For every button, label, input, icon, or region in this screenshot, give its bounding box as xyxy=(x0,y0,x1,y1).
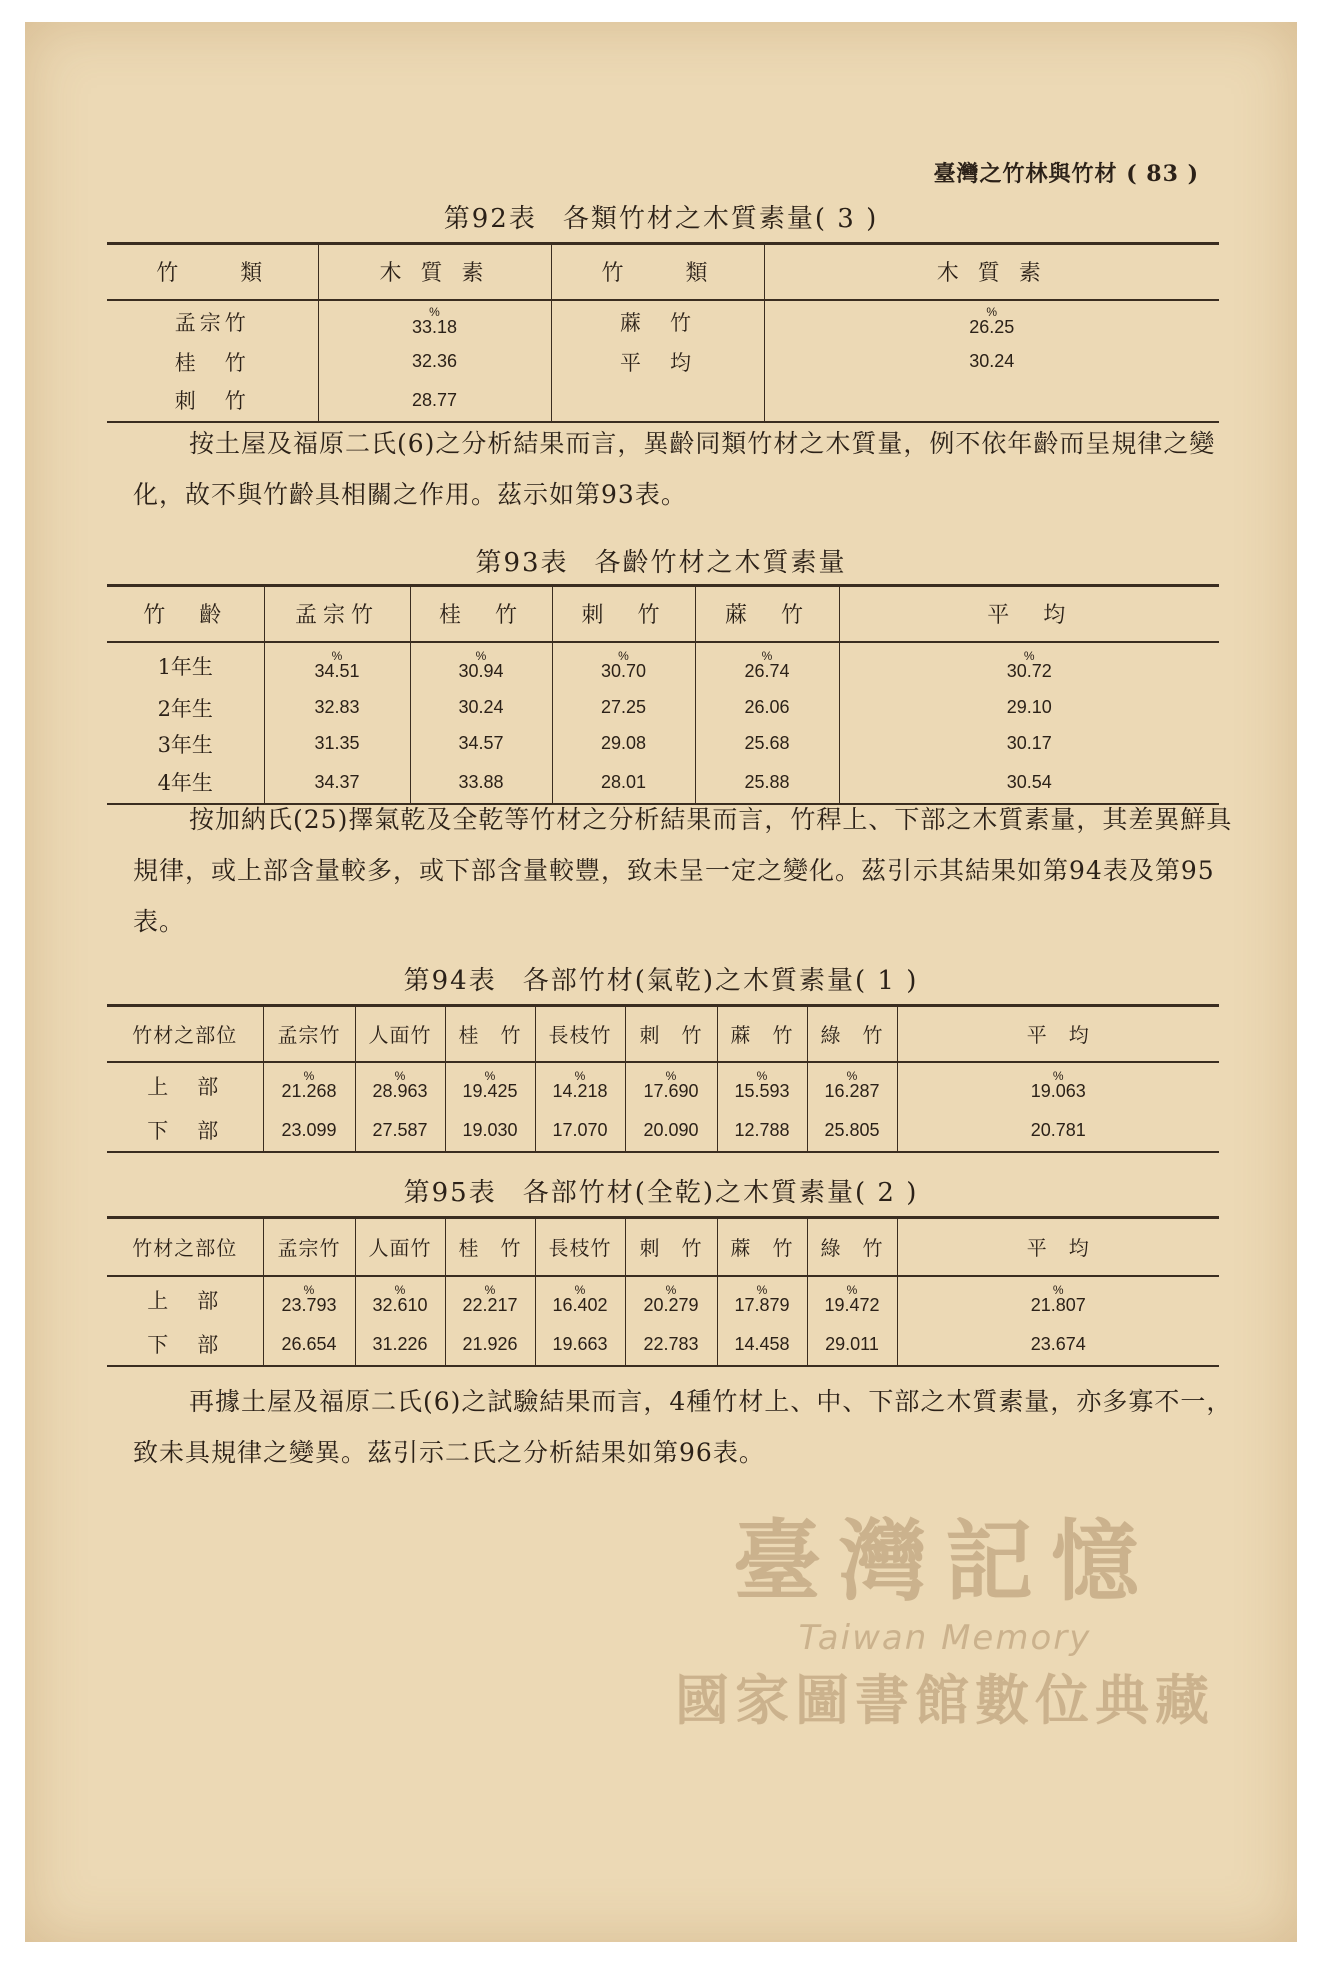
cell-value: 34.37 xyxy=(314,771,360,792)
table92 xyxy=(107,242,1219,423)
table92-cell-value: 32.36 xyxy=(318,344,551,380)
percent-unit: % xyxy=(484,1068,496,1083)
page-number: ( 83 ) xyxy=(1126,161,1199,187)
cell-value: 19.030 xyxy=(462,1119,518,1140)
percent-unit: % xyxy=(846,1282,858,1297)
table93-cell-value xyxy=(552,690,695,726)
percent-unit: % xyxy=(1023,648,1035,663)
table94-col-header: 孟宗竹 xyxy=(263,1006,355,1062)
cell-value: 21.926 xyxy=(462,1333,518,1354)
table95-cell-value xyxy=(897,1324,1219,1366)
table92-number: 第92表 xyxy=(443,204,537,234)
table94-cell-value xyxy=(445,1110,535,1152)
cell-value: 14.218 xyxy=(552,1080,608,1101)
cell-value: 25.805 xyxy=(824,1119,880,1140)
table95-cell-value xyxy=(717,1276,807,1324)
cell-value: 20.090 xyxy=(643,1119,699,1140)
cell-value: 22.783 xyxy=(643,1333,699,1354)
table92-col-header: 竹 類 xyxy=(551,244,764,300)
cell-value: 20.279 xyxy=(643,1294,699,1315)
document-page xyxy=(25,22,1297,1942)
table94-cell-value xyxy=(535,1110,625,1152)
paragraph-2 xyxy=(133,794,1253,947)
cell-value: 19.425 xyxy=(462,1080,518,1101)
table93-cell-value xyxy=(552,642,695,690)
cell-value: 28.01 xyxy=(600,771,647,792)
table95-cell-value xyxy=(263,1324,355,1366)
cell-value: 23.674 xyxy=(1030,1333,1086,1354)
cell-value: 26.654 xyxy=(281,1333,337,1354)
cell-value: 19.663 xyxy=(552,1333,608,1354)
percent-unit: % xyxy=(394,1068,406,1083)
table94-cell-value xyxy=(263,1110,355,1152)
table95-cell-value xyxy=(355,1276,445,1324)
paragraph-text: 按土屋及福原二氏(6)之分析結果而言，異齡同類竹材之木質量，例不依年齡而呈規律之變化，故不與竹齡具相關之作用。茲示如第93表。 xyxy=(133,429,1216,509)
table94-title: 各部竹材(氣乾)之木質素量( 1 ) xyxy=(522,966,919,996)
table94-cell-value xyxy=(625,1110,717,1152)
table92-cell-value xyxy=(764,380,1219,422)
table93-cell-value xyxy=(410,642,552,690)
table95-col-header: 人面竹 xyxy=(355,1218,445,1276)
table95-cell-value xyxy=(535,1276,625,1324)
table92-cell-label: 孟宗竹 xyxy=(107,300,318,344)
table95-cell-value xyxy=(807,1324,897,1366)
percent-unit: % xyxy=(429,304,440,319)
cell-value: 26.74 xyxy=(744,660,790,681)
table94-col-header: 長枝竹 xyxy=(535,1006,625,1062)
table92-col-header: 木 質 素 xyxy=(764,244,1219,300)
table92-cell-value: 30.24 xyxy=(969,351,1015,371)
table92-cell-value xyxy=(764,300,1219,344)
table95 xyxy=(107,1216,1219,1367)
table92-cell-label xyxy=(551,380,764,422)
cell-value: 12.788 xyxy=(734,1119,790,1140)
cell-value: 29.10 xyxy=(1006,697,1052,717)
cell-value: 33.18 xyxy=(411,316,458,337)
table-row xyxy=(107,1062,1219,1110)
table93 xyxy=(107,584,1219,805)
cell-value: 34.57 xyxy=(458,733,504,753)
table95-col-header: 綠 竹 xyxy=(807,1218,897,1276)
percent-unit: % xyxy=(665,1068,677,1083)
table-row xyxy=(107,1110,1219,1152)
table95-cell-value xyxy=(897,1276,1219,1324)
table93-body xyxy=(107,642,1219,804)
table93-caption xyxy=(25,542,1297,579)
table94-cell-value xyxy=(897,1062,1219,1110)
table93-col-header: 桂 竹 xyxy=(410,586,552,642)
table-row xyxy=(107,344,1219,380)
running-header xyxy=(934,157,1199,188)
table92-cell-label: 平 均 xyxy=(551,344,764,380)
cell-value: 15.593 xyxy=(734,1080,790,1101)
cell-value: 17.690 xyxy=(643,1080,699,1101)
table94-cell-label: 下 部 xyxy=(107,1110,263,1152)
paragraph-text: 再據土屋及福原二氏(6)之試驗結果而言，4種竹材上、中、下部之木質素量，亦多寡不一，致未具規律之變異。茲引示二氏之分析結果如第96表。 xyxy=(133,1387,1233,1467)
table-row xyxy=(107,642,1219,690)
running-title: 臺灣之竹林與竹材 xyxy=(933,161,1118,187)
table93-col-header: 平 均 xyxy=(839,586,1219,642)
table93-cell-label: 3年生 xyxy=(107,726,264,762)
table95-col-header: 竹材之部位 xyxy=(107,1218,263,1276)
table94-body xyxy=(107,1062,1219,1152)
table94-number: 第94表 xyxy=(403,966,497,996)
percent-unit: % xyxy=(394,1282,406,1297)
table94-col-header: 平 均 xyxy=(897,1006,1219,1062)
paragraph-3 xyxy=(133,1376,1253,1478)
table95-col-header: 長枝竹 xyxy=(535,1218,625,1276)
cell-value: 17.879 xyxy=(734,1294,790,1315)
cell-value: 25.68 xyxy=(744,733,790,753)
table95-cell-value xyxy=(625,1324,717,1366)
table93-cell-value xyxy=(839,726,1219,762)
table95-col-header: 刺 竹 xyxy=(625,1218,717,1276)
table95-header-row xyxy=(107,1218,1219,1276)
table94-col-header: 綠 竹 xyxy=(807,1006,897,1062)
percent-unit: % xyxy=(484,1282,496,1297)
table-row xyxy=(107,690,1219,726)
percent-unit: % xyxy=(303,1068,315,1083)
table94-col-header: 人面竹 xyxy=(355,1006,445,1062)
cell-value: 16.402 xyxy=(552,1294,608,1315)
table95-body xyxy=(107,1276,1219,1366)
table93-cell-value xyxy=(264,642,410,690)
cell-value: 23.099 xyxy=(281,1119,337,1140)
table92-caption xyxy=(25,198,1297,235)
table94-cell-value xyxy=(355,1110,445,1152)
table94-cell-value xyxy=(897,1110,1219,1152)
table93-col-header: 竹 齡 xyxy=(107,586,264,642)
cell-value: 17.070 xyxy=(552,1119,608,1140)
table93-cell-value xyxy=(839,690,1219,726)
table94-cell-value xyxy=(445,1062,535,1110)
cell-value: 19.063 xyxy=(1030,1080,1086,1101)
watermark xyxy=(625,1492,1265,1735)
table95-cell-value xyxy=(445,1324,535,1366)
table93-cell-value xyxy=(695,690,839,726)
table94-cell-value xyxy=(263,1062,355,1110)
table94-header-row xyxy=(107,1006,1219,1062)
percent-unit: % xyxy=(846,1068,858,1083)
table92-cell-value: 28.77 xyxy=(318,380,551,422)
table94 xyxy=(107,1004,1219,1153)
table95-number: 第95表 xyxy=(403,1178,497,1208)
cell-value: 27.587 xyxy=(372,1119,428,1140)
table95-cell-value xyxy=(625,1276,717,1324)
table92-col-header: 木 質 素 xyxy=(318,244,551,300)
percent-unit: % xyxy=(761,648,773,663)
table93-header-row xyxy=(107,586,1219,642)
table92-title: 各類竹材之木質素量( 3 ) xyxy=(562,204,879,234)
cell-value: 26.25 xyxy=(969,316,1015,337)
table94-cell-value xyxy=(717,1062,807,1110)
table92-cell-value xyxy=(318,300,551,344)
table-row xyxy=(107,1276,1219,1324)
percent-unit: % xyxy=(331,648,343,663)
table94-col-header: 竹材之部位 xyxy=(107,1006,263,1062)
table95-cell-label: 下 部 xyxy=(107,1324,263,1366)
table95-cell-label: 上 部 xyxy=(107,1276,263,1324)
table92-header-row xyxy=(107,244,1219,300)
cell-value: 29.08 xyxy=(600,733,647,753)
table93-cell-value xyxy=(695,642,839,690)
percent-unit: % xyxy=(756,1282,768,1297)
table-row xyxy=(107,1324,1219,1366)
table94-cell-value xyxy=(355,1062,445,1110)
cell-value: 22.217 xyxy=(462,1294,518,1315)
cell-value: 32.83 xyxy=(314,697,360,717)
table93-cell-value xyxy=(839,642,1219,690)
table95-col-header: 蔴 竹 xyxy=(717,1218,807,1276)
table93-cell-value xyxy=(410,690,552,726)
cell-value: 14.458 xyxy=(734,1333,790,1354)
cell-value: 21.268 xyxy=(281,1080,337,1101)
table95-cell-value xyxy=(807,1276,897,1324)
watermark-cn: 臺灣記憶 xyxy=(732,1509,1157,1613)
table94-caption xyxy=(25,960,1297,997)
table93-col-header: 刺 竹 xyxy=(552,586,695,642)
table93-cell-value xyxy=(410,726,552,762)
table94-col-header: 桂 竹 xyxy=(445,1006,535,1062)
watermark-org: 國家圖書館數位典藏 xyxy=(675,1668,1215,1732)
paragraph-1 xyxy=(133,418,1253,520)
percent-unit: % xyxy=(756,1068,768,1083)
percent-unit: % xyxy=(618,648,629,663)
cell-value: 29.011 xyxy=(825,1333,879,1354)
cell-value: 20.781 xyxy=(1030,1119,1086,1140)
table94-cell-value xyxy=(807,1110,897,1152)
table95-cell-value xyxy=(445,1276,535,1324)
cell-value: 16.287 xyxy=(824,1080,880,1101)
cell-value: 28.963 xyxy=(372,1080,428,1101)
cell-value: 30.94 xyxy=(458,660,504,681)
table93-cell-value xyxy=(552,726,695,762)
table93-col-header: 蔴 竹 xyxy=(695,586,839,642)
cell-value: 31.226 xyxy=(372,1333,428,1354)
cell-value: 25.88 xyxy=(744,771,790,792)
table92-cell-label: 刺 竹 xyxy=(107,380,318,422)
table92-cell-label: 蔴 竹 xyxy=(551,300,764,344)
table92-cell-label: 桂 竹 xyxy=(107,344,318,380)
table93-title: 各齡竹材之木質素量 xyxy=(594,548,847,578)
table93-number: 第93表 xyxy=(475,548,569,578)
table95-cell-value xyxy=(355,1324,445,1366)
cell-value: 21.807 xyxy=(1030,1294,1086,1315)
table94-cell-value xyxy=(717,1110,807,1152)
table92-col-header: 竹 類 xyxy=(107,244,318,300)
table93-col-header: 孟宗竹 xyxy=(264,586,410,642)
percent-unit: % xyxy=(1052,1282,1064,1297)
table95-cell-value xyxy=(717,1324,807,1366)
table93-cell-label: 1年生 xyxy=(107,642,264,690)
table95-cell-value xyxy=(263,1276,355,1324)
table94-cell-value xyxy=(535,1062,625,1110)
watermark-en: Taiwan Memory xyxy=(798,1618,1092,1658)
percent-unit: % xyxy=(986,304,998,319)
table94-col-header: 蔴 竹 xyxy=(717,1006,807,1062)
table93-cell-value xyxy=(695,726,839,762)
table95-col-header: 桂 竹 xyxy=(445,1218,535,1276)
cell-value: 30.54 xyxy=(1006,771,1052,792)
table95-col-header: 孟宗竹 xyxy=(263,1218,355,1276)
table93-cell-value xyxy=(264,726,410,762)
cell-value: 30.70 xyxy=(600,660,647,681)
table95-title: 各部竹材(全乾)之木質素量( 2 ) xyxy=(522,1178,919,1208)
table94-col-header: 刺 竹 xyxy=(625,1006,717,1062)
percent-unit: % xyxy=(574,1068,586,1083)
cell-value: 32.610 xyxy=(372,1294,428,1315)
cell-value: 31.35 xyxy=(314,733,360,753)
table93-cell-label: 2年生 xyxy=(107,690,264,726)
table94-cell-value xyxy=(625,1062,717,1110)
table95-cell-value xyxy=(535,1324,625,1366)
cell-value: 30.72 xyxy=(1006,660,1052,681)
table-row xyxy=(107,380,1219,422)
percent-unit: % xyxy=(303,1282,315,1297)
percent-unit: % xyxy=(665,1282,677,1297)
cell-value: 33.88 xyxy=(458,771,504,792)
table-row xyxy=(107,726,1219,762)
percent-unit: % xyxy=(475,648,487,663)
table94-cell-label: 上 部 xyxy=(107,1062,263,1110)
percent-unit: % xyxy=(1052,1068,1064,1083)
table93-cell-value xyxy=(264,690,410,726)
table-row xyxy=(107,300,1219,344)
table94-cell-value xyxy=(807,1062,897,1110)
paragraph-text: 按加納氏(25)擇氣乾及全乾等竹材之分析結果而言，竹稈上、下部之木質素量，其差異鮮具規律，或上部含量較多，或下部含量較豐，致未呈一定之變化。茲引示其結果如第94表及第95表。 xyxy=(133,805,1233,936)
cell-value: 19.472 xyxy=(824,1294,880,1315)
cell-value: 26.06 xyxy=(744,697,790,717)
table95-col-header: 平 均 xyxy=(897,1218,1219,1276)
table93-cell-label: 4年生 xyxy=(107,762,264,804)
cell-value: 30.17 xyxy=(1006,733,1052,753)
cell-value: 27.25 xyxy=(600,697,647,717)
percent-unit: % xyxy=(574,1282,586,1297)
table95-caption xyxy=(25,1172,1297,1209)
cell-value: 30.24 xyxy=(458,697,504,717)
cell-value: 23.793 xyxy=(281,1294,337,1315)
cell-value: 34.51 xyxy=(314,660,360,681)
